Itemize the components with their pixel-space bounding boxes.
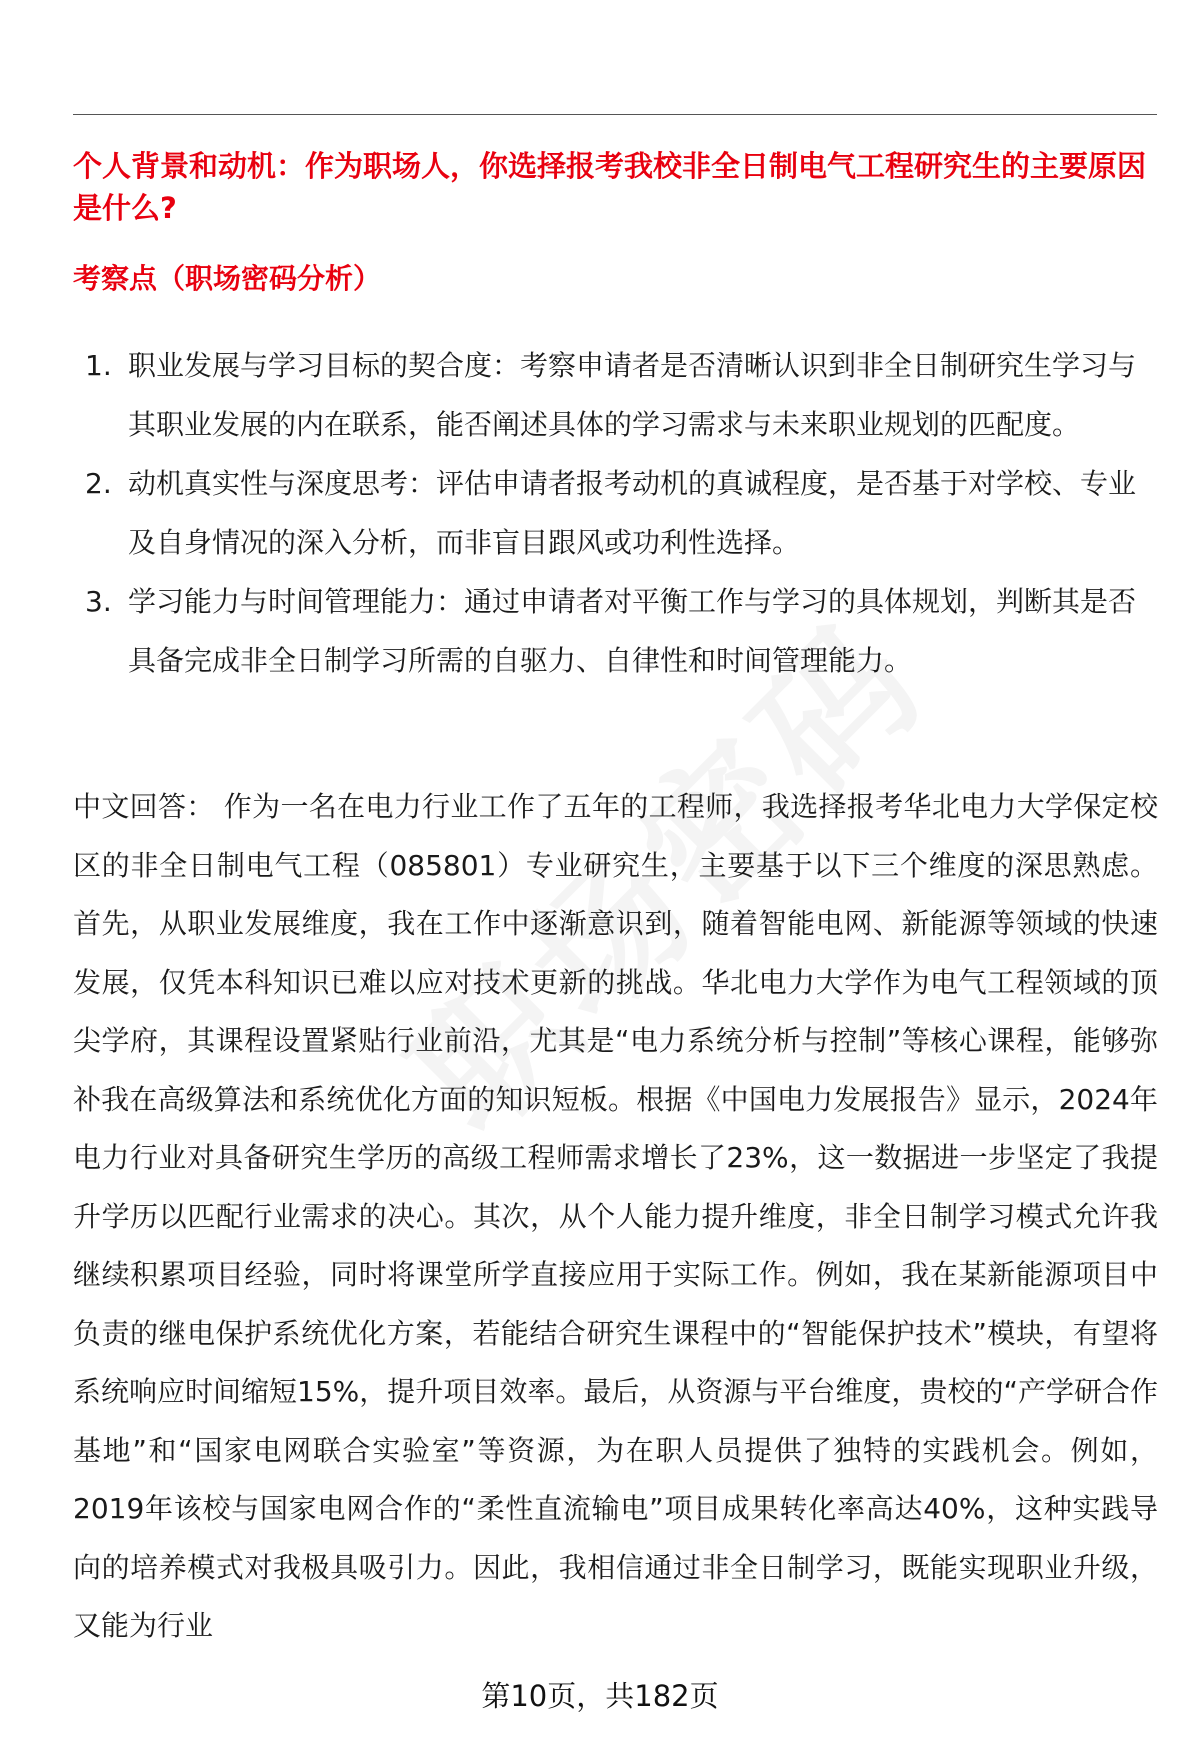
- list-item: [73, 336, 1158, 454]
- list-item-number: 3.: [85, 585, 112, 618]
- list-item-number: 1.: [85, 349, 112, 382]
- page-number: 第10页，共182页: [481, 1679, 719, 1713]
- list-item: [73, 572, 1158, 690]
- list-item: [73, 454, 1158, 572]
- assessment-points-heading: 考察点（职场密码分析）: [73, 262, 382, 295]
- assessment-points-list: [73, 336, 1158, 690]
- list-item-text: 学习能力与时间管理能力：通过申请者对平衡工作与学习的具体规划，判断其是否具备完成非全日制学习所需的自驱力、自律性和时间管理能力。: [128, 585, 1137, 677]
- question-heading: 个人背景和动机：作为职场人，你选择报考我校非全日制电气工程研究生的主要原因是什么?: [73, 149, 1147, 225]
- top-divider: [73, 114, 1157, 115]
- answer-paragraph: 中文回答： 作为一名在电力行业工作了五年的工程师，我选择报考华北电力大学保定校区的非全日制电气工程（085801）专业研究生，主要基于以下三个维度的深思熟虑。首先，从职业发展维度，我在工作中逐渐意识到，随着智能电网、新能源等领域的快速发展，仅凭本科知识已难以应对技术更新的挑战。华北电力大学作为电气工程领域的顶尖学府，其课程设置紧贴行业前沿，尤其是“电力系统分析与控制”等核心课程，能够弥补我在高级算法和系统优化方面的知识短板。根据《中国电力发展报告》显示，2024年电力行业对具备研究生学历的高级工程师需求增长了23%，这一数据进一步坚定了我提升学历以匹配行业需求的决心。其次，从个人能力提升维度，非全日制学习模式允许我继续积累项目经验，同时将课堂所学直接应用于实际工作。例如，我在某新能源项目中负责的继电保护系统优化方案，若能结合研究生课程中的“智能保护技术”模块，有望将系统响应时间缩短15%，提升项目效率。最后，从资源与平台维度，贵校的“产学研合作基地”和“国家电网联合实验室”等资源，为在职人员提供了独特的实践机会。例如，2019年该校与国家电网合作的“柔性直流输电”项目成果转化率高达40%，这种实践导向的培养模式对我极具吸引力。因此，我相信通过非全日制学习，既能实现职业升级，又能为行业: [73, 790, 1158, 1642]
- list-item-number: 2.: [85, 467, 112, 500]
- list-item-text: 动机真实性与深度思考：评估申请者报考动机的真诚程度，是否基于对学校、专业及自身情况的深入分析，而非盲目跟风或功利性选择。: [128, 467, 1137, 559]
- list-item-text: 职业发展与学习目标的契合度：考察申请者是否清晰认识到非全日制研究生学习与其职业发展的内在联系，能否阐述具体的学习需求与未来职业规划的匹配度。: [128, 349, 1137, 441]
